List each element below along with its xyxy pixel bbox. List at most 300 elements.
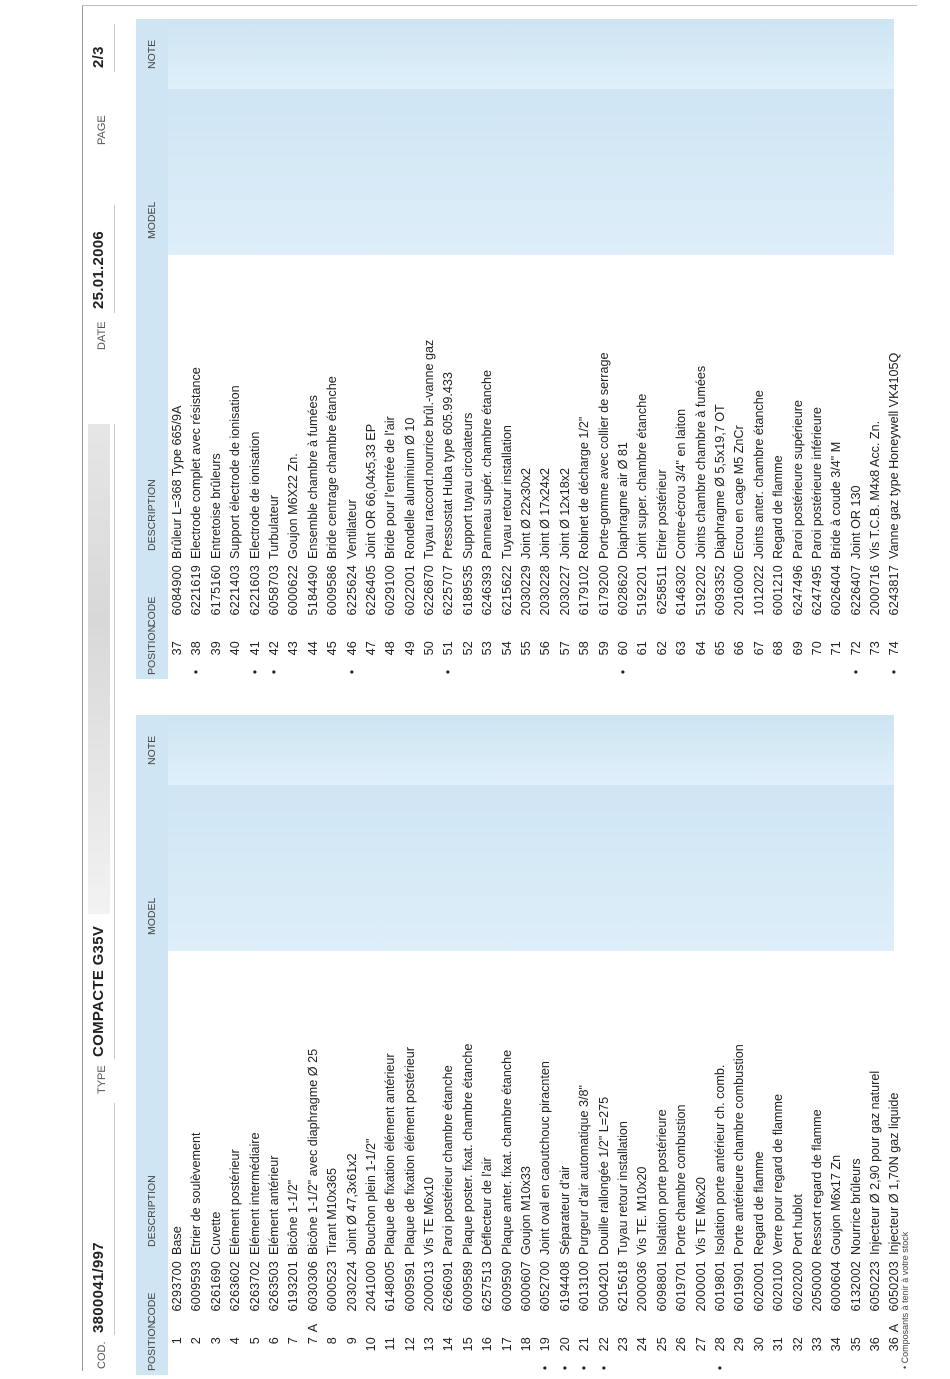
code-cell: 6293700: [170, 1261, 184, 1312]
table-row: [498, 255, 517, 679]
code-cell: 6263602: [228, 1261, 243, 1312]
variant-mark: [343, 1319, 362, 1337]
table-row: [750, 255, 769, 679]
code-cell: 6215622: [499, 565, 514, 616]
description-cell: Purgeur d'air automatique 3/8": [577, 1085, 592, 1255]
stock-bullet: [769, 1361, 788, 1375]
variant-mark: [459, 1319, 478, 1337]
table-row: [653, 951, 672, 1375]
stock-bullet: [381, 1361, 400, 1375]
position-cell: 62: [654, 641, 669, 656]
code-cell: 6093352: [712, 565, 727, 616]
variant-mark: [420, 1319, 439, 1337]
stock-bullet: •: [441, 669, 456, 675]
code-cell: 2000013: [422, 1261, 437, 1312]
code-cell: 6009589: [460, 1261, 475, 1312]
variant-mark: [207, 1319, 226, 1337]
table-row: [789, 951, 808, 1375]
type-value: COMPACTE G35V: [90, 925, 107, 1057]
description-cell: Diaphragme Ø 5,5x19,7 OT: [712, 404, 727, 559]
variant-mark: [323, 623, 342, 641]
code-cell: 6001210: [771, 565, 786, 616]
table-row: [381, 951, 400, 1375]
variant-mark: [187, 623, 206, 641]
description-cell: Regard de flamme: [751, 1151, 766, 1255]
table-row: [866, 255, 885, 679]
position-cell: 3: [208, 1337, 223, 1345]
position-cell: 6: [266, 1337, 281, 1345]
table-row: [246, 951, 265, 1375]
table-row: [401, 255, 420, 679]
table-row: [789, 255, 808, 679]
cod-underline: [114, 1103, 115, 1335]
parts-rows: [168, 255, 902, 679]
code-cell: 6263503: [266, 1261, 281, 1312]
table-row: [226, 255, 245, 679]
table-row: [595, 255, 614, 679]
table-row: [439, 951, 458, 1375]
table-row: [575, 951, 594, 1375]
table-row: [556, 951, 575, 1375]
table-row: [304, 951, 323, 1375]
position-cell: 22: [596, 1337, 611, 1352]
position-cell: 69: [790, 641, 805, 656]
variant-mark: [672, 1319, 691, 1337]
code-cell: 6013100: [577, 1261, 592, 1312]
description-cell: Bride centrage chambre étanche: [325, 376, 340, 559]
description-cell: Joints anter. chambre étanche: [751, 390, 766, 559]
table-row: [323, 255, 342, 679]
variant-mark: [284, 623, 303, 641]
description-cell: Brûleur L=368 Type 665/9A: [170, 405, 184, 559]
position-cell: 54: [499, 641, 514, 656]
code-cell: 5192202: [693, 565, 708, 616]
position-cell: 43: [286, 641, 301, 656]
table-row: [343, 951, 362, 1375]
code-cell: 6058703: [266, 565, 281, 616]
type-label: TYPE: [96, 1065, 108, 1094]
column-header-position: POSITION: [146, 624, 158, 675]
description-cell: Bicône 1-1/2" avec diaphragme Ø 25: [305, 1048, 320, 1255]
code-cell: 6266091: [441, 1261, 456, 1312]
variant-mark: [381, 623, 400, 641]
variant-mark: [711, 1319, 730, 1337]
code-cell: 5192201: [635, 565, 650, 616]
stock-bullet: [168, 1361, 187, 1375]
stock-bullet: [304, 665, 323, 679]
page-value: 2/3: [90, 46, 107, 68]
stock-bullet: •: [577, 1365, 592, 1371]
position-cell: 60: [615, 641, 630, 656]
table-row: [730, 951, 749, 1375]
table-row: [517, 255, 536, 679]
table-row: [536, 255, 555, 679]
code-cell: 2050000: [809, 1261, 824, 1312]
table-header: [136, 19, 168, 679]
variant-mark: [362, 1319, 381, 1337]
variant-mark: [730, 1319, 749, 1337]
stock-bullet: [789, 665, 808, 679]
code-cell: 6258511: [654, 565, 669, 615]
stock-bullet: [827, 665, 846, 679]
stock-bullet: [498, 665, 517, 679]
position-cell: 7: [305, 1337, 320, 1345]
model-column: [168, 89, 894, 255]
header-right-rule: [82, 5, 917, 6]
description-cell: Injecteur Ø 2,90 pour gaz naturel: [868, 1070, 883, 1255]
stock-bullet: •: [189, 669, 204, 675]
position-cell: 74: [887, 641, 902, 656]
table-row: [207, 255, 226, 679]
variant-mark: [827, 1319, 846, 1337]
table-row: [672, 951, 691, 1375]
description-cell: Turbulateur: [266, 495, 281, 559]
variant-mark: [187, 1319, 206, 1337]
variant-mark: [498, 623, 517, 641]
description-cell: Bicône 1-1/2": [286, 1179, 301, 1255]
position-cell: 4: [228, 1337, 243, 1345]
code-cell: 6009590: [499, 1261, 514, 1312]
description-cell: Tuyau retour installation: [499, 425, 514, 559]
code-cell: 6020001: [751, 1261, 766, 1312]
stock-bullet: [672, 665, 691, 679]
variant-mark: [750, 623, 769, 641]
variant-mark: [595, 623, 614, 641]
stock-bullet: [478, 665, 497, 679]
description-cell: Isolation porte antérieur ch. comb.: [712, 1064, 727, 1255]
description-cell: Porte chambre combustion: [674, 1104, 689, 1255]
table-row: [711, 951, 730, 1375]
position-cell: 24: [635, 1337, 650, 1352]
code-cell: 2030224: [344, 1261, 359, 1312]
position-cell: 45: [325, 641, 340, 656]
position-cell: 26: [674, 1337, 689, 1352]
position-cell: 28: [712, 1337, 727, 1352]
table-row: [226, 951, 245, 1375]
position-cell: 17: [499, 1337, 514, 1352]
variant-mark: [750, 1319, 769, 1337]
code-cell: 6226405: [363, 565, 378, 616]
stock-bullet: [459, 1361, 478, 1375]
description-cell: Electrode de ionisation: [247, 431, 262, 559]
stock-bullet: [401, 1361, 420, 1375]
stock-bullet: [226, 665, 245, 679]
code-cell: 5184490: [305, 565, 320, 616]
variant-mark: [207, 623, 226, 641]
stock-bullet: [808, 665, 827, 679]
code-cell: 6226407: [848, 565, 863, 616]
table-row: [420, 255, 439, 679]
description-cell: Joint Ø 17x24x2: [538, 467, 553, 559]
stock-bullet: [323, 1361, 342, 1375]
variant-mark: [653, 1319, 672, 1337]
variant-mark: [556, 1319, 575, 1337]
variant-mark: [323, 1319, 342, 1337]
description-cell: Paroi postérieure supérieure: [790, 400, 805, 559]
variant-mark: [575, 623, 594, 641]
description-cell: Bouchon plein 1-1/2": [363, 1138, 378, 1255]
table-row: [692, 951, 711, 1375]
code-cell: 6020200: [790, 1261, 805, 1312]
type-gray-band: [88, 424, 110, 914]
code-cell: 6000523: [325, 1261, 340, 1312]
code-cell: 2000036: [635, 1261, 650, 1312]
table-row: [498, 951, 517, 1375]
stock-bullet: [343, 1361, 362, 1375]
stock-bullet: [304, 1361, 323, 1375]
description-cell: Tuyau retour installation: [615, 1121, 630, 1255]
stock-bullet: •: [596, 1365, 611, 1371]
date-underline: [114, 205, 115, 313]
description-cell: Paroi postérieure inférieure: [809, 407, 824, 559]
position-cell: 13: [422, 1337, 437, 1352]
date-label: DATE: [96, 321, 108, 350]
position-cell: 23: [615, 1337, 630, 1352]
code-cell: 6050223: [868, 1261, 883, 1312]
variant-mark: [866, 623, 885, 641]
table-row: [381, 255, 400, 679]
stock-bullet: [614, 1361, 633, 1375]
stock-bullet: [595, 665, 614, 679]
stock-bullet: [265, 1361, 284, 1375]
code-cell: 6246393: [480, 565, 495, 616]
variant-mark: [517, 623, 536, 641]
stock-bullet: [789, 1361, 808, 1375]
description-cell: Joint Ø 12x18x2: [557, 467, 572, 559]
description-cell: Douille rallongée 1/2" L=275: [596, 1096, 611, 1255]
description-cell: Joint Ø 47,3x61x2: [344, 1153, 359, 1255]
header-top-rule: [82, 6, 83, 1371]
stock-bullet: [827, 1361, 846, 1375]
code-cell: 6257513: [480, 1261, 495, 1312]
position-cell: 36: [868, 1337, 883, 1352]
stock-bullet: [187, 1361, 206, 1375]
variant-mark: [517, 1319, 536, 1337]
stock-bullet: [362, 665, 381, 679]
position-cell: 57: [557, 641, 572, 656]
table-row: [808, 255, 827, 679]
table-row: [478, 951, 497, 1375]
code-cell: 6084900: [170, 565, 184, 616]
description-cell: Ensemble chambre à fumées: [305, 395, 320, 559]
variant-mark: [827, 623, 846, 641]
stock-bullet: [246, 1361, 265, 1375]
code-cell: 6225707: [441, 565, 456, 616]
position-cell: 56: [538, 641, 553, 656]
stock-bullet: •: [557, 1365, 572, 1371]
code-cell: 6009586: [325, 565, 340, 616]
table-row: [246, 255, 265, 679]
code-cell: 6098801: [654, 1261, 669, 1312]
stock-bullet: [633, 1361, 652, 1375]
table-row: [692, 255, 711, 679]
position-cell: 16: [480, 1337, 495, 1352]
variant-mark: [439, 623, 458, 641]
description-cell: Joint OR 130: [848, 485, 863, 559]
description-cell: Bride à coude 3/4" M: [829, 441, 844, 559]
code-cell: 6215618: [615, 1261, 630, 1312]
code-cell: 6000622: [286, 565, 301, 616]
stock-bullet: [207, 1361, 226, 1375]
position-cell: 31: [771, 1337, 786, 1352]
description-cell: Plaque de fixation élément antérieur: [383, 1053, 398, 1255]
description-cell: Plaque anter. fixat. chambre étanche: [499, 1049, 514, 1255]
code-cell: 6179200: [596, 565, 611, 616]
code-cell: 2030228: [538, 565, 553, 616]
table-row: [614, 951, 633, 1375]
description-cell: Regard de flamme: [771, 455, 786, 559]
position-cell: 21: [577, 1337, 592, 1352]
description-cell: Tirant M10x365: [325, 1167, 340, 1255]
position-cell: 53: [480, 641, 495, 656]
code-cell: 2030227: [557, 565, 572, 616]
variant-mark: [304, 623, 323, 641]
table-row: [284, 255, 303, 679]
stock-bullet: [284, 1361, 303, 1375]
code-cell: 6247495: [809, 565, 824, 616]
table-row: [885, 255, 904, 679]
description-cell: Goujon M6X22 Zn.: [286, 453, 301, 559]
code-cell: 6019901: [732, 1261, 747, 1312]
code-cell: 2030229: [519, 565, 534, 616]
code-cell: 6193201: [286, 1261, 301, 1312]
table-row: [168, 255, 187, 679]
position-cell: 33: [809, 1337, 824, 1352]
description-cell: Ecrou en cage M5 ZnCr: [732, 425, 747, 559]
code-cell: 2016000: [732, 565, 747, 616]
position-cell: 29: [732, 1337, 747, 1352]
code-cell: 6225624: [344, 565, 359, 616]
stock-bullet: [692, 665, 711, 679]
column-header-model: MODEL: [146, 201, 158, 239]
description-cell: Support électrode de ionisation: [228, 385, 243, 559]
variant-mark: [498, 1319, 517, 1337]
description-cell: Contre-écrou 3/4" en laiton: [674, 408, 689, 559]
table-row: [847, 951, 866, 1375]
variant-mark: [769, 1319, 788, 1337]
note-column: [168, 19, 894, 89]
type-underline: [114, 424, 115, 1059]
position-cell: 20: [557, 1337, 572, 1352]
stock-bullet: [362, 1361, 381, 1375]
position-cell: 7: [286, 1337, 301, 1345]
position-cell: 9: [344, 1337, 359, 1345]
variant-mark: [653, 623, 672, 641]
code-cell: 6029100: [383, 565, 398, 616]
stock-bullet: [556, 665, 575, 679]
page-underline: [114, 24, 115, 72]
table-row: [187, 255, 206, 679]
position-cell: 19: [538, 1337, 553, 1352]
stock-bullet: [498, 1361, 517, 1375]
variant-mark: [556, 623, 575, 641]
table-row: [847, 255, 866, 679]
description-cell: Support tuyau circolateurs: [460, 412, 475, 559]
position-cell: 5: [247, 1337, 262, 1345]
description-cell: Vis T.C.B. M4x8 Acc. Zn.: [868, 420, 883, 559]
position-cell: 34: [829, 1337, 844, 1352]
table-header: [136, 715, 168, 1375]
stock-bullet: [653, 665, 672, 679]
variant-mark: [692, 1319, 711, 1337]
code-cell: 6000604: [829, 1261, 844, 1312]
variant-mark: [808, 1319, 827, 1337]
description-cell: Plaque poster. fixat. chambre étanche: [460, 1043, 475, 1255]
description-cell: Bride pour l'entrée de l'air: [383, 416, 398, 559]
stock-bullet: •: [247, 669, 262, 675]
date-value: 25.01.2006: [90, 230, 107, 309]
stock-bullet: [711, 665, 730, 679]
stock-bullet: [847, 1361, 866, 1375]
code-cell: 6226870: [422, 565, 437, 616]
code-cell: 6000607: [519, 1261, 534, 1312]
position-cell: 66: [732, 641, 747, 656]
stock-bullet: [575, 665, 594, 679]
stock-bullet: [692, 1361, 711, 1375]
description-cell: Elément intermédiaire: [247, 1132, 262, 1255]
variant-mark: [808, 623, 827, 641]
variant-mark: [711, 623, 730, 641]
position-cell: 64: [693, 641, 708, 656]
table-row: [769, 255, 788, 679]
position-cell: 18: [519, 1337, 534, 1352]
position-cell: 44: [305, 641, 320, 656]
variant-mark: [284, 1319, 303, 1337]
variant-mark: [265, 623, 284, 641]
description-cell: Panneau supér. chambre étanche: [480, 369, 495, 559]
table-row: [633, 255, 652, 679]
table-row: [827, 951, 846, 1375]
stock-bullet: [478, 1361, 497, 1375]
variant-mark: [381, 1319, 400, 1337]
variant-mark: [459, 623, 478, 641]
stock-bullet: [517, 1361, 536, 1375]
cod-label: COD.: [96, 1341, 108, 1369]
code-cell: 6009593: [189, 1261, 204, 1312]
table-row: [401, 951, 420, 1375]
variant-mark: [885, 623, 904, 641]
variant-mark: A: [305, 1323, 320, 1333]
variant-mark: [789, 1319, 808, 1337]
variant-mark: [401, 623, 420, 641]
description-cell: Verre pour regard de flamme: [771, 1093, 786, 1255]
description-cell: Elément postérieur: [228, 1149, 243, 1255]
description-cell: Base: [170, 1226, 184, 1255]
stock-bullet: [750, 665, 769, 679]
position-cell: 15: [460, 1337, 475, 1352]
stock-footnote: • Composants à tenir à votre stock: [900, 1231, 910, 1369]
description-cell: Electrode complet avec résistance: [189, 367, 204, 559]
variant-mark: [226, 1319, 245, 1337]
parts-table-right: [136, 19, 902, 679]
code-cell: 6175160: [208, 565, 223, 616]
code-cell: 6009591: [402, 1261, 417, 1312]
description-cell: Robinet de décharge 1/2": [577, 416, 592, 559]
table-row: [866, 951, 885, 1375]
position-cell: 8: [325, 1337, 340, 1345]
code-cell: 6263702: [247, 1261, 262, 1312]
stock-bullet: [730, 665, 749, 679]
stock-bullet: •: [887, 669, 902, 675]
description-cell: Vis TE M6x20: [693, 1177, 708, 1255]
description-cell: Porte antérieure chambre combustion: [732, 1044, 747, 1255]
description-cell: Goujon M10x33: [519, 1166, 534, 1255]
stock-bullet: [226, 1361, 245, 1375]
table-row: [653, 255, 672, 679]
description-cell: Vis TE. M10x20: [635, 1166, 650, 1255]
position-cell: 12: [402, 1337, 417, 1352]
column-header-code: CODE: [146, 596, 158, 627]
